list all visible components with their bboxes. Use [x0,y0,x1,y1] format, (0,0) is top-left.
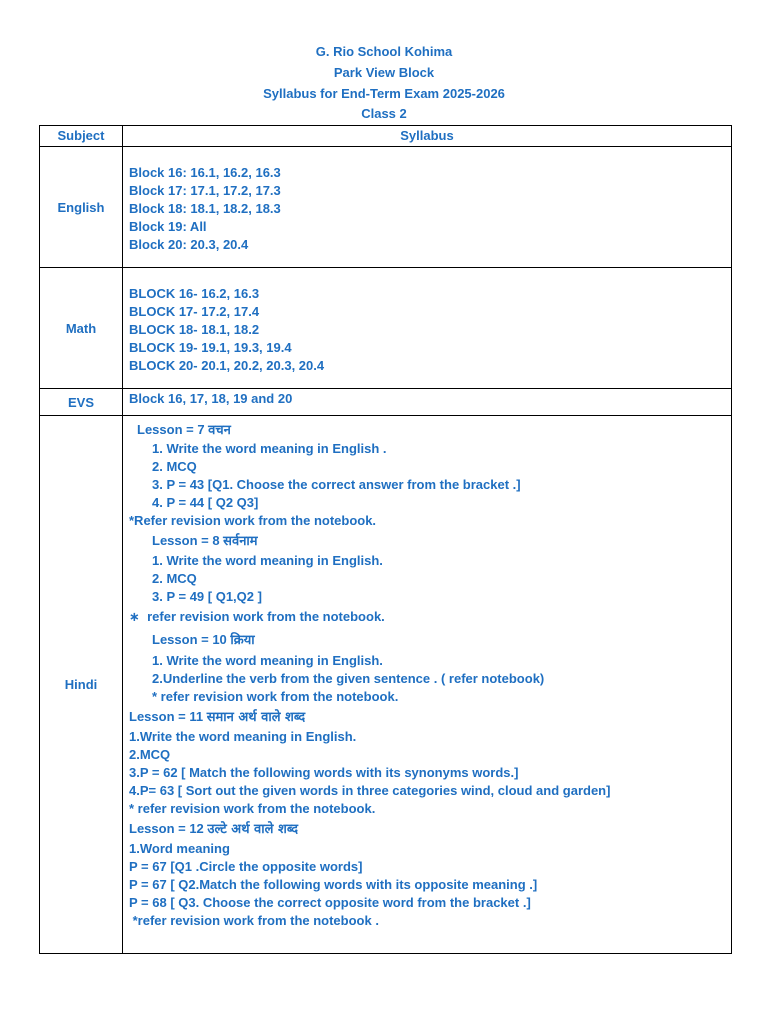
lesson-10-label: Lesson = 10 [152,632,231,647]
evs-subject-cell: EVS [40,389,123,416]
english-line: Block 20: 20.3, 20.4 [129,237,249,252]
lesson-8-item: 2. MCQ [152,571,197,586]
english-subject-cell: English [40,147,123,268]
lesson-12-hindi-title: उल्टे अर्थ वाले शब्द [207,822,299,837]
document-title: Syllabus for End-Term Exam 2025-2026 [263,86,505,101]
lesson-7-note: *Refer revision work from the notebook. [129,513,377,528]
lesson-12-item: P = 67 [ Q2.Match the following words with its opposite meaning .] [129,877,538,892]
english-line: Block 19: All [129,219,207,234]
evs-line: Block 16, 17, 18, 19 and 20 [129,391,293,406]
evs-row [40,389,732,416]
lesson-8-heading [129,530,731,552]
block-name: Park View Block [333,65,435,80]
lesson-12-item: P = 68 [ Q3. Choose the correct opposite word from the bracket .] [129,895,531,910]
math-line: BLOCK 19- 19.1, 19.3, 19.4 [129,340,292,355]
syllabus-column-header: Syllabus [123,126,732,147]
math-line: BLOCK 17- 17.2, 17.4 [129,304,260,319]
lesson-12-item: 1.Word meaning [129,841,230,856]
hindi-subject-cell: Hindi [40,416,123,954]
english-line: Block 17: 17.1, 17.2, 17.3 [129,183,281,198]
syllabus-table [39,125,732,954]
english-line: Block 18: 18.1, 18.2, 18.3 [129,201,281,216]
lesson-12-item: P = 67 [Q1 .Circle the opposite words] [129,859,363,874]
lesson-10-hindi-title: क्रिया [230,633,255,648]
lesson-11-hindi-title: समान अर्थ वाले शब्द [206,710,306,725]
lesson-7-item: 1. Write the word meaning in English . [152,441,387,456]
hindi-syllabus-cell [123,416,732,954]
lesson-11-item: 2.MCQ [129,747,171,762]
lesson-8-hindi-title: सर्वनाम [223,534,258,549]
math-row [40,268,732,389]
lesson-7-label: Lesson = 7 [137,422,209,437]
lesson-7-item: 4. P = 44 [ Q2 Q3] [152,495,259,510]
table-header-row [40,126,732,147]
lesson-8-item: 3. P = 49 [ Q1,Q2 ] [152,589,262,604]
lesson-10-item: 1. Write the word meaning in English. [152,653,383,668]
math-line: BLOCK 20- 20.1, 20.2, 20.3, 20.4 [129,358,325,373]
lesson-11-label: Lesson = 11 [129,709,207,724]
class-label: Class 2 [361,106,407,121]
lesson-7-heading [129,420,731,440]
math-line: BLOCK 16- 16.2, 16.3 [129,286,260,301]
lesson-7-item: 2. MCQ [152,459,197,474]
lesson-7-hindi-title: वचन [208,423,231,438]
lesson-8-note-text: refer revision work from the notebook. [147,609,385,624]
subject-column-header: Subject [40,126,123,147]
lesson-11-item: 1.Write the word meaning in English. [129,729,357,744]
lesson-10-heading [129,628,731,652]
math-line: BLOCK 18- 18.1, 18.2 [129,322,260,337]
school-name: G. Rio School Kohima [315,44,453,59]
lesson-12-item: *refer revision work from the notebook . [129,913,379,928]
lesson-11-item: * refer revision work from the notebook. [129,801,376,816]
math-syllabus-cell [123,268,732,389]
math-subject-cell: Math [40,268,123,389]
lesson-11-heading [129,706,731,728]
english-row [40,147,732,268]
lesson-12-label: Lesson = 12 [129,821,208,836]
hindi-row [40,416,732,954]
lesson-10-item: 2.Underline the verb from the given sentence . ( refer notebook) [152,671,545,686]
bullet-icon: ∗ [129,609,148,624]
lesson-12-heading [129,818,731,840]
english-syllabus-cell [123,147,732,268]
lesson-8-label: Lesson = 8 [152,533,224,548]
lesson-11-item: 3.P = 62 [ Match the following words with its synonyms words.] [129,765,519,780]
lesson-8-note [129,606,731,628]
english-line: Block 16: 16.1, 16.2, 16.3 [129,165,281,180]
evs-syllabus-cell [123,389,732,416]
lesson-11-item: 4.P= 63 [ Sort out the given words in three categories wind, cloud and garden] [129,783,611,798]
lesson-10-item: * refer revision work from the notebook. [152,689,399,704]
lesson-8-item: 1. Write the word meaning in English. [152,553,383,568]
lesson-7-item: 3. P = 43 [Q1. Choose the correct answer from the bracket .] [152,477,521,492]
